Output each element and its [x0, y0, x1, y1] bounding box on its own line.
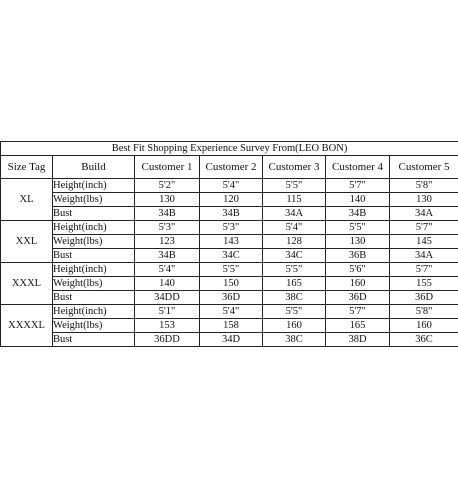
table-row — [1, 305, 458, 319]
size-tag-cell: XL — [1, 179, 53, 221]
value-cell: 120 — [200, 193, 263, 207]
value-cell: 160 — [390, 319, 458, 333]
column-header-build: Build — [53, 156, 135, 179]
size-survey-table — [0, 141, 458, 347]
value-cell: 5'5" — [326, 221, 390, 235]
value-cell: 34C — [263, 249, 326, 263]
value-cell: 5'8" — [390, 179, 458, 193]
value-cell: 128 — [263, 235, 326, 249]
value-cell: 140 — [326, 193, 390, 207]
column-header-customer-4: Customer 4 — [326, 156, 390, 179]
value-cell: 5'4" — [263, 221, 326, 235]
value-cell: 34DD — [135, 291, 200, 305]
value-cell: 130 — [326, 235, 390, 249]
value-cell: 5'2" — [135, 179, 200, 193]
value-cell: 34B — [200, 207, 263, 221]
value-cell: 165 — [263, 277, 326, 291]
size-survey-sheet — [0, 141, 458, 347]
value-cell: 34A — [390, 249, 458, 263]
size-tag-cell: XXXXL — [1, 305, 53, 347]
column-header-size-tag: Size Tag — [1, 156, 53, 179]
table-row — [1, 179, 458, 193]
value-cell: 115 — [263, 193, 326, 207]
value-cell: 34B — [326, 207, 390, 221]
build-label: Bust — [53, 291, 135, 305]
build-label: Height(inch) — [53, 221, 135, 235]
value-cell: 34B — [135, 207, 200, 221]
column-header-customer-3: Customer 3 — [263, 156, 326, 179]
value-cell: 165 — [326, 319, 390, 333]
build-label: Weight(lbs) — [53, 193, 135, 207]
build-label: Bust — [53, 249, 135, 263]
value-cell: 36D — [326, 291, 390, 305]
table-row — [1, 207, 458, 221]
value-cell: 38D — [326, 333, 390, 347]
column-header-customer-2: Customer 2 — [200, 156, 263, 179]
value-cell: 34B — [135, 249, 200, 263]
value-cell: 140 — [135, 277, 200, 291]
value-cell: 34D — [200, 333, 263, 347]
table-row — [1, 333, 458, 347]
value-cell: 150 — [200, 277, 263, 291]
table-row — [1, 235, 458, 249]
value-cell: 36C — [390, 333, 458, 347]
value-cell: 5'7" — [390, 263, 458, 277]
table-row — [1, 319, 458, 333]
value-cell: 38C — [263, 333, 326, 347]
value-cell: 34A — [390, 207, 458, 221]
header-row — [1, 156, 458, 179]
value-cell: 123 — [135, 235, 200, 249]
build-label: Height(inch) — [53, 179, 135, 193]
value-cell: 5'5" — [263, 263, 326, 277]
value-cell: 5'5" — [200, 263, 263, 277]
value-cell: 145 — [390, 235, 458, 249]
table-row — [1, 249, 458, 263]
value-cell: 130 — [390, 193, 458, 207]
value-cell: 5'1" — [135, 305, 200, 319]
value-cell: 130 — [135, 193, 200, 207]
value-cell: 153 — [135, 319, 200, 333]
value-cell: 5'5" — [263, 179, 326, 193]
value-cell: 36D — [200, 291, 263, 305]
column-header-customer-1: Customer 1 — [135, 156, 200, 179]
value-cell: 158 — [200, 319, 263, 333]
value-cell: 5'6" — [326, 263, 390, 277]
value-cell: 160 — [326, 277, 390, 291]
build-label: Bust — [53, 207, 135, 221]
table-row — [1, 263, 458, 277]
value-cell: 5'3" — [200, 221, 263, 235]
value-cell: 34C — [200, 249, 263, 263]
value-cell: 160 — [263, 319, 326, 333]
value-cell: 34A — [263, 207, 326, 221]
value-cell: 5'7" — [326, 179, 390, 193]
value-cell: 5'8" — [390, 305, 458, 319]
build-label: Height(inch) — [53, 263, 135, 277]
size-tag-cell: XXL — [1, 221, 53, 263]
column-header-customer-5: Customer 5 — [390, 156, 458, 179]
build-label: Bust — [53, 333, 135, 347]
table-title: Best Fit Shopping Experience Survey From(LEO BON) — [1, 142, 458, 156]
value-cell: 5'4" — [200, 179, 263, 193]
value-cell: 36D — [390, 291, 458, 305]
build-label: Height(inch) — [53, 305, 135, 319]
value-cell: 5'5" — [263, 305, 326, 319]
value-cell: 155 — [390, 277, 458, 291]
build-label: Weight(lbs) — [53, 319, 135, 333]
value-cell: 36DD — [135, 333, 200, 347]
table-row — [1, 221, 458, 235]
value-cell: 5'3" — [135, 221, 200, 235]
value-cell: 5'4" — [135, 263, 200, 277]
table-row — [1, 193, 458, 207]
size-tag-cell: XXXL — [1, 263, 53, 305]
build-label: Weight(lbs) — [53, 235, 135, 249]
value-cell: 5'7" — [390, 221, 458, 235]
value-cell: 143 — [200, 235, 263, 249]
table-row — [1, 277, 458, 291]
value-cell: 38C — [263, 291, 326, 305]
value-cell: 5'4" — [200, 305, 263, 319]
build-label: Weight(lbs) — [53, 277, 135, 291]
table-row — [1, 291, 458, 305]
value-cell: 5'7" — [326, 305, 390, 319]
value-cell: 36B — [326, 249, 390, 263]
